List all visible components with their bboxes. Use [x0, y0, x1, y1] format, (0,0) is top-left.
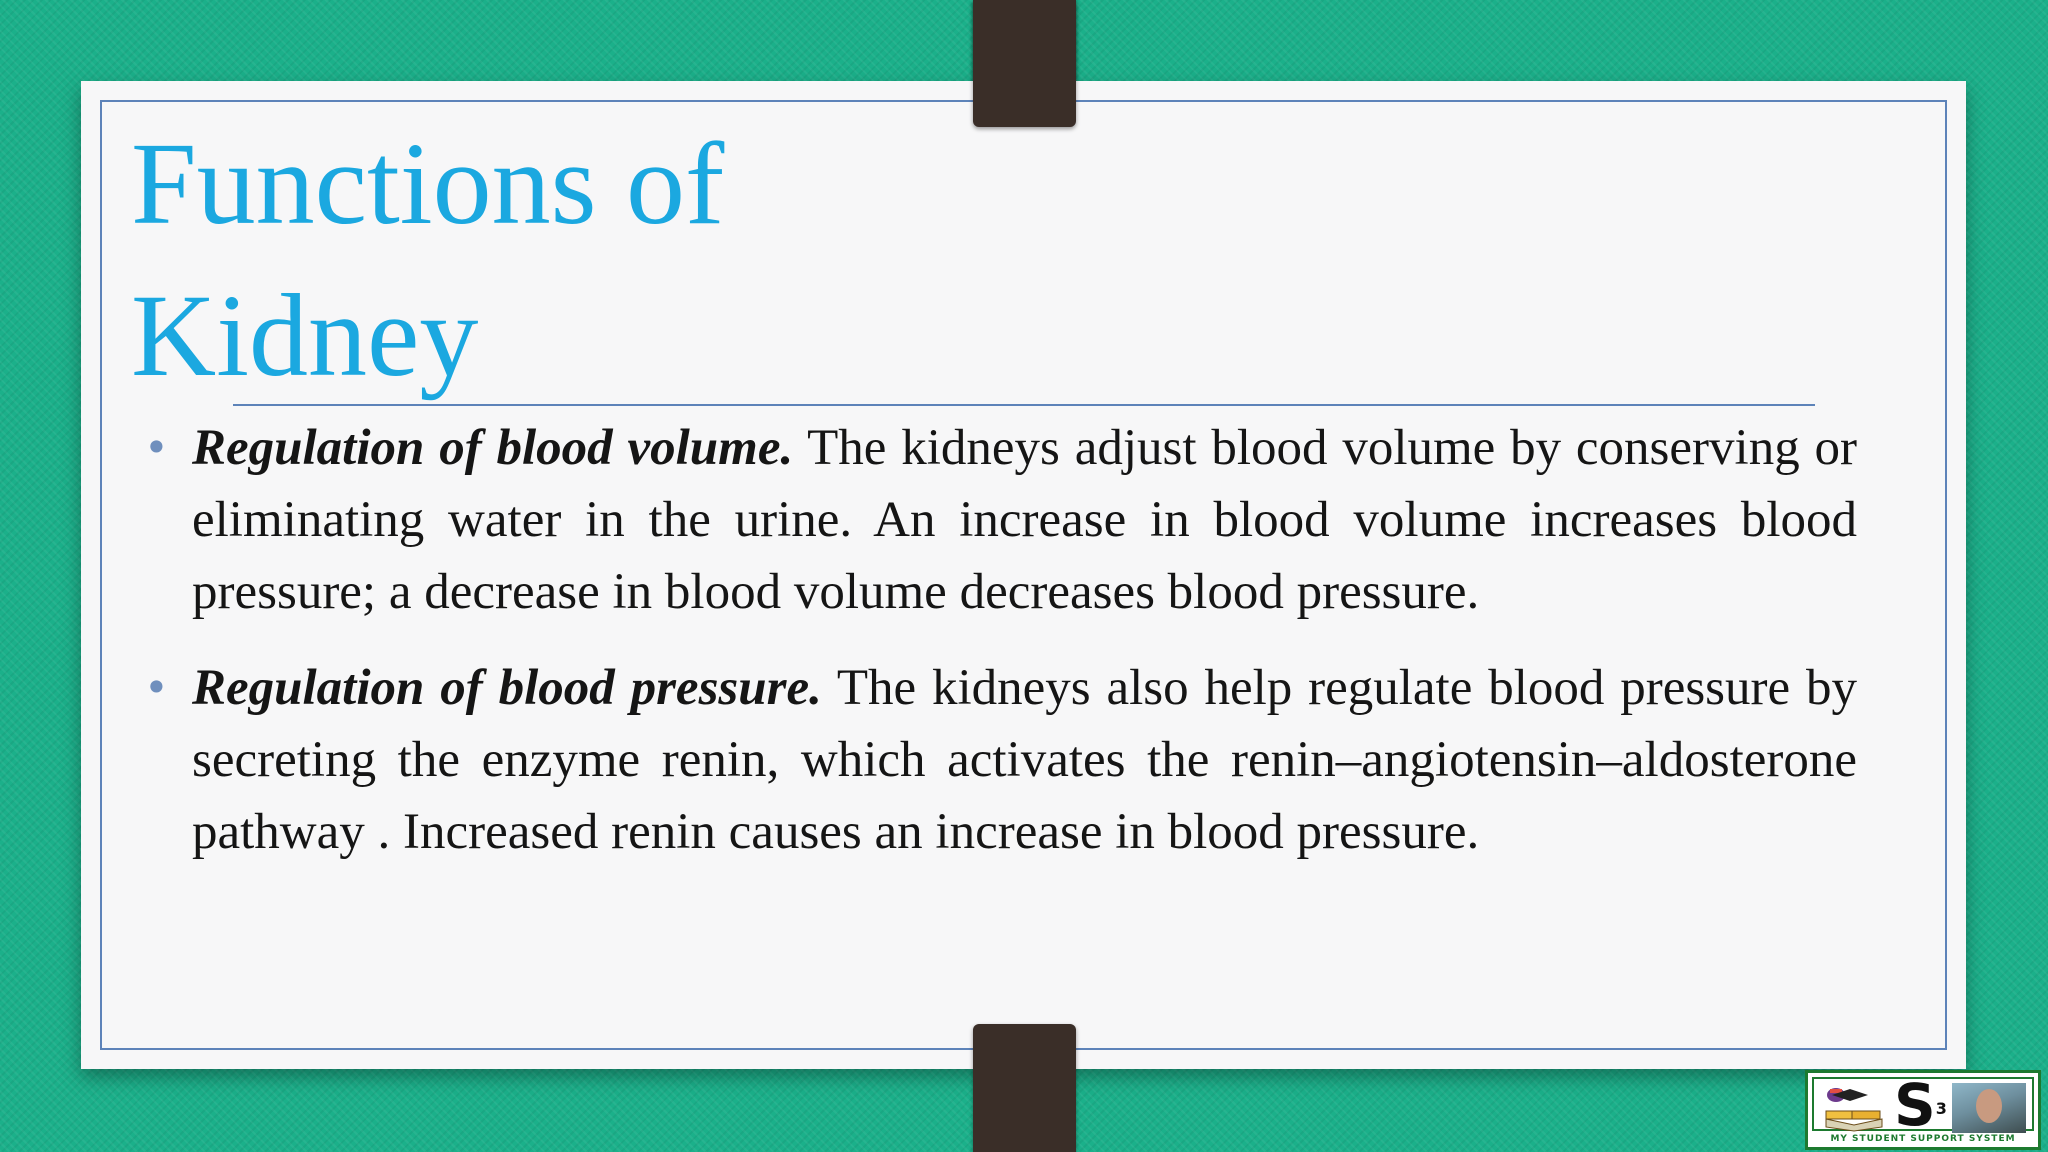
bullet-item-blood-pressure [144, 652, 1857, 868]
bullet-icon: • [144, 423, 169, 472]
bullet-text: The kidneys adjust blood volume by conserving or eliminating water in the urine. An increase in blood volume increases blood pressure; a decrease in blood volume decreases blood pressure. [192, 420, 1857, 620]
bottom-strap [973, 1024, 1076, 1152]
channel-logo [1805, 1070, 2041, 1150]
logo-caption: MY STUDENT SUPPORT SYSTEM [1830, 1134, 2016, 1144]
bullet-text: The kidneys also help regulate blood pressure by secreting the enzyme renin, which activates the renin–angiotensin–aldosterone pathway . Increased renin causes an increase in blood pressure. [192, 660, 1857, 860]
bullet-heading: Regulation of blood pressure. [192, 660, 822, 716]
presenter-photo [1952, 1083, 2026, 1133]
bullet-item-blood-volume [144, 412, 1857, 628]
books-graduation-icon [1822, 1085, 1886, 1133]
bullet-icon: • [144, 663, 169, 712]
logo-letter: $S^3$ [1894, 1071, 1947, 1139]
title-divider [233, 404, 1815, 406]
slide-title: Functions of Kidney [131, 118, 725, 401]
presenter-face [1976, 1089, 2002, 1123]
bullet-heading: Regulation of blood volume. [192, 420, 794, 476]
slide-content [144, 412, 1857, 892]
